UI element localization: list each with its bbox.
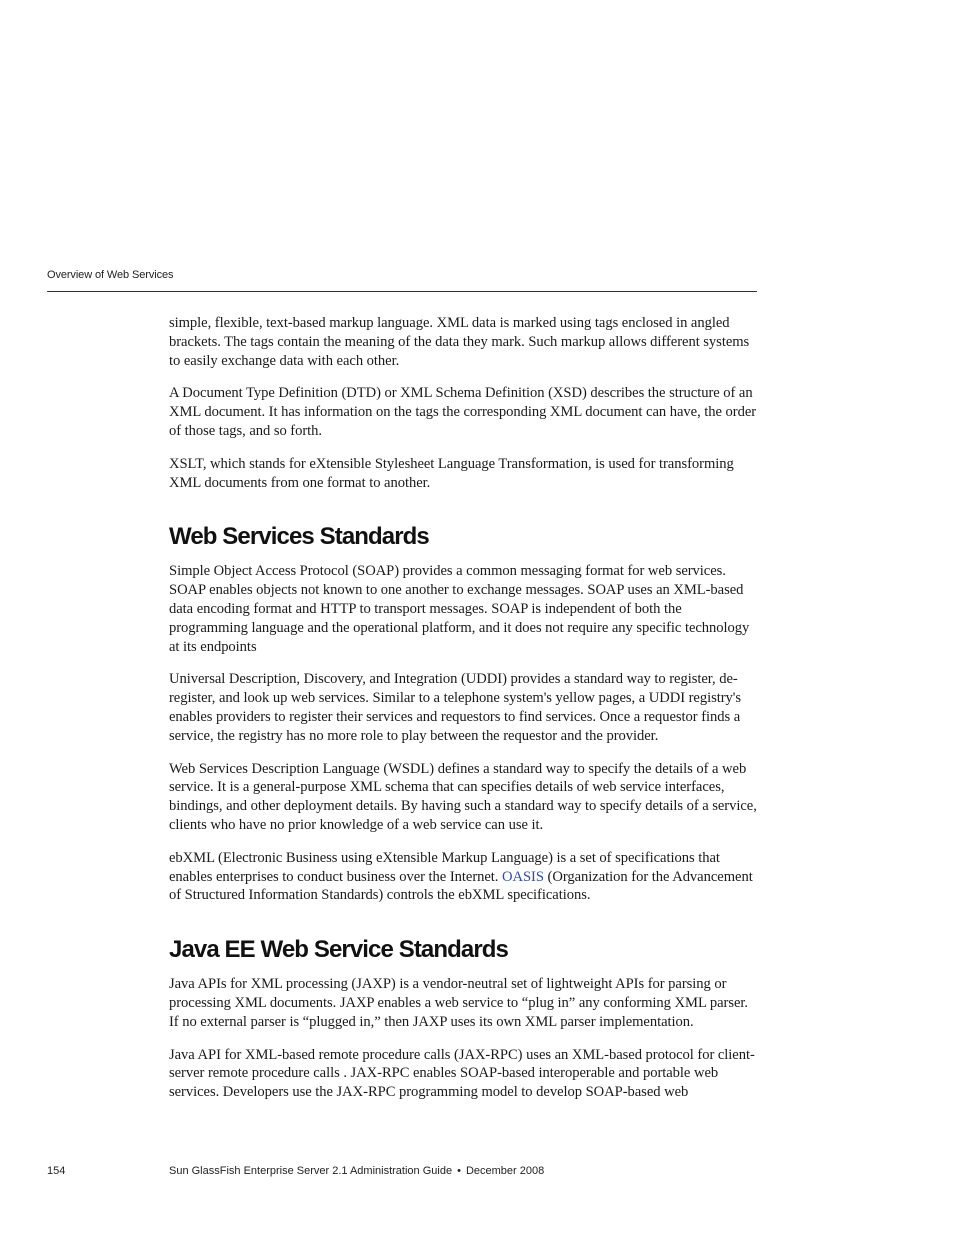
intro-paragraph-2: A Document Type Definition (DTD) or XML Schema Definition (XSD) describes the structure of an XML document. It has information on the tags the corresponding XML document can have, the order of those tags, and so forth. bbox=[169, 385, 757, 439]
page-body bbox=[169, 314, 759, 1116]
jaxp-paragraph: Java APIs for XML processing (JAXP) is a vendor-neutral set of lightweight APIs for parsing or processing XML documents. JAXP enables a web service to “plug in” any conforming XML parser. If no external parser is “plugged in,” then JAXP uses its own XML parser implementation. bbox=[169, 976, 749, 1030]
wsdl-paragraph: Web Services Description Language (WSDL) defines a standard way to specify the details of a web service. It is a general-purpose XML schema that can specifies details of web service interfaces, bindings, and other deployment details. By having such a standard way to specify details of a service, clients who have no prior knowledge of a web service can use it. bbox=[169, 760, 757, 833]
ebxml-text-before-link: ebXML (Electronic Business using eXtensible Markup Language) is a set of specifications that enables enterprises to conduct business over the Internet. bbox=[169, 849, 720, 885]
ebxml-text-after-link: (Organization for the Advancement of Structured Information Standards) controls the ebXML specifications. bbox=[169, 868, 753, 904]
jax-rpc-paragraph: Java API for XML-based remote procedure calls (JAX-RPC) uses an XML-based protocol for client-server remote procedure calls . JAX-RPC enables SOAP-based interoperable and portable web services. Developers use the JAX-RPC programming model to develop SOAP-based web bbox=[169, 1046, 755, 1101]
running-header: Overview of Web Services bbox=[47, 269, 174, 281]
uddi-paragraph: Universal Description, Discovery, and Integration (UDDI) provides a standard way to register, de-register, and look up web services. Similar to a telephone system's yellow pages, a UDDI registry's enables providers to register their services and requestors to find services. Once a requestor finds a service, the registry has no more role to play between the requestor and the provider. bbox=[169, 671, 741, 744]
soap-paragraph: Simple Object Access Protocol (SOAP) provides a common messaging format for web services. SOAP enables objects not known to one another to exchange messages. SOAP uses an XML-based data encoding format and HTTP to transport messages. SOAP is independent of both the programming language and the operational platform, and it does not require any specific technology at its endpoints bbox=[169, 563, 750, 655]
section-heading-web-services-standards: Web Services Standards bbox=[169, 523, 429, 551]
footer-book-title: Sun GlassFish Enterprise Server 2.1 Administration Guide bbox=[169, 1165, 453, 1177]
ebxml-paragraph bbox=[169, 849, 759, 905]
footer-separator: • bbox=[457, 1165, 461, 1177]
page-number: 154 bbox=[47, 1165, 66, 1177]
footer-date: December 2008 bbox=[465, 1165, 545, 1177]
section-heading-java-ee-web-service-standards: Java EE Web Service Standards bbox=[169, 936, 508, 964]
footer-book-info bbox=[169, 1165, 544, 1177]
header-divider bbox=[47, 291, 757, 292]
intro-paragraph-3: XSLT, which stands for eXtensible Stylesheet Language Transformation, is used for transforming XML documents from one format to another. bbox=[169, 455, 734, 491]
intro-paragraph-1: simple, flexible, text-based markup language. XML data is marked using tags enclosed in angled brackets. The tags contain the meaning of the data they mark. Such markup allows different systems to easily exchange data with each other. bbox=[169, 315, 750, 369]
oasis-link[interactable]: OASIS bbox=[502, 868, 544, 885]
